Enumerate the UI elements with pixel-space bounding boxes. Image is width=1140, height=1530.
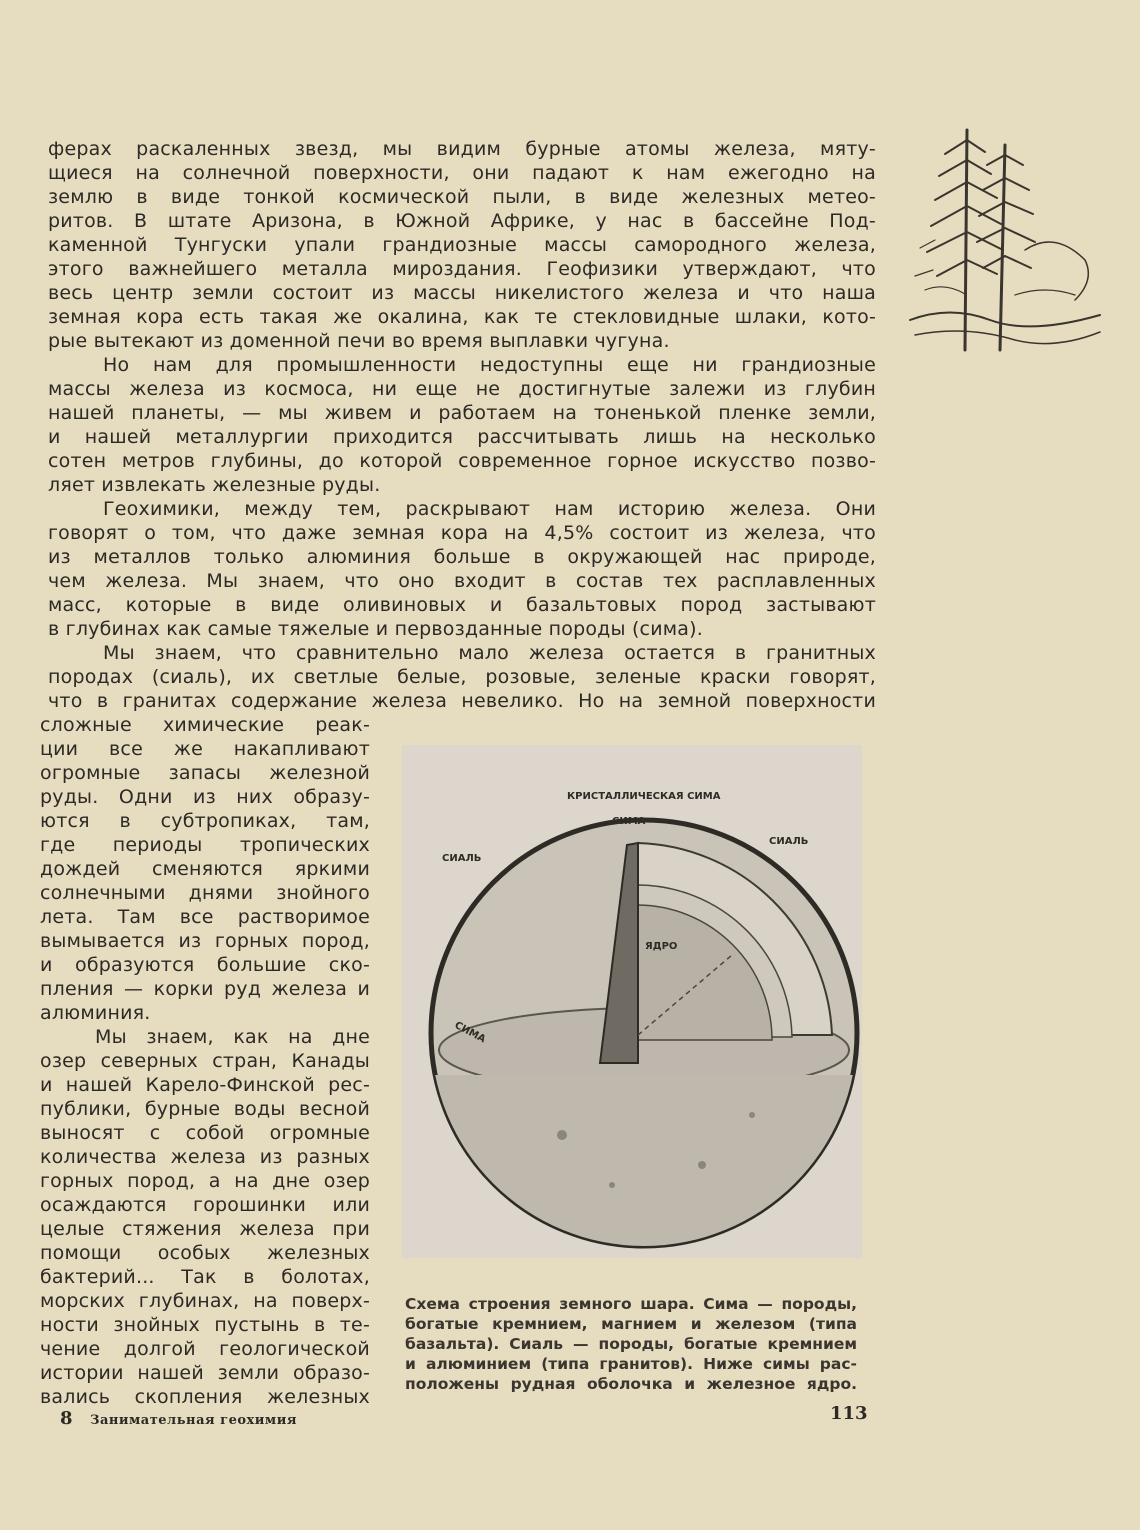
text-line: солнечными днями знойного [40,882,370,904]
text-line: весь центр земли состоит из массы никелистого железа и что наша [48,282,876,304]
tree-illustration-icon [905,120,1105,355]
text-line: чем железа. Мы знаем, что оно входит в состав тех расплавленных [48,570,876,592]
text-line: масс, которые в виде оливиновых и базальтовых пород застывают [48,594,876,616]
text-line: массы железа из космоса, ни еще не достигнутые залежи из глубин [48,378,876,400]
text-line: чение долгой геологической [40,1338,370,1360]
text-line: истории нашей земли образо- [40,1362,370,1384]
text-line: огромные запасы железной [40,762,370,784]
label-sial-right: СИАЛЬ [769,836,809,847]
text-line: Но нам для промышленности недоступны еще ни грандиозные [103,354,876,376]
text-line: щиеся на солнечной поверхности, они падают к нам ежегодно на [48,162,876,184]
text-line: и нашей Карело-Финской рес- [40,1074,370,1096]
lower-hemisphere [432,1075,862,1255]
caption-line: Схема строения земного шара. Сима — породы, [405,1295,857,1313]
text-line: породах (сиаль), их светлые белые, розовые, зеленые краски говорят, [48,666,876,688]
text-line: помощи особых железных [40,1242,370,1264]
earth-structure-figure [402,745,862,1258]
text-line: где периоды тропических [40,834,370,856]
text-line: морских глубинах, на поверх- [40,1290,370,1312]
text-line: ции все же накапливают [40,738,370,760]
text-line: сложные химические реак- [40,714,370,736]
text-line: говорят о том, что даже земная кора на 4,5% состоит из железа, что [48,522,876,544]
text-line: горных пород, а на дне озер [40,1170,370,1192]
page-number: 113 [830,1403,868,1424]
text-line: дождей сменяются яркими [40,858,370,880]
text-line: алюминия. [40,1002,151,1024]
text-line: нашей планеты, — мы живем и работаем на тоненькой пленке земли, [48,402,876,424]
signature-title: Занимательная геохимия [90,1413,297,1428]
text-line: ности знойных пустынь в те- [40,1314,370,1336]
text-line: руды. Одни из них образу- [40,786,370,808]
text-line: озер северных стран, Канады [40,1050,370,1072]
text-line: осаждаются горошинки или [40,1194,370,1216]
text-line: выносят с собой огромные [40,1122,370,1144]
text-line: ляет извлекать железные руды. [48,474,381,496]
text-line: ритов. В штате Аризона, в Южной Африке, у нас в бассейне Под- [48,210,876,232]
label-sima-bottom: СИМА [452,1019,488,1046]
text-line: Мы знаем, что сравнительно мало железа остается в гранитных [103,642,876,664]
text-line: ферах раскаленных звезд, мы видим бурные атомы железа, мяту- [48,138,876,160]
signature-footer [60,1408,297,1429]
text-line: этого важнейшего металла мироздания. Геофизики утверждают, что [48,258,876,280]
label-crystal-sima: КРИСТАЛЛИЧЕСКАЯ СИМА [567,791,721,802]
text-line: в глубинах как самые тяжелые и первозданные породы (сима). [48,618,703,640]
text-line: сотен метров глубины, до которой современное горное искусство позво- [48,450,876,472]
text-line: публики, бурные воды весной [40,1098,370,1120]
text-line: Мы знаем, как на дне [95,1026,370,1048]
text-line: рые вытекают из доменной печи во время выплавки чугуна. [48,330,670,352]
text-line: земная кора есть такая же окалина, как те стекловидные шлаки, кото- [48,306,876,328]
text-line: землю в виде тонкой космической пыли, в виде железных метео- [48,186,876,208]
text-line: количества железа из разных [40,1146,370,1168]
text-line: и образуются большие ско- [40,954,370,976]
text-line: целые стяжения железа при [40,1218,370,1240]
text-line: и нашей металлургии приходится рассчитывать лишь на несколько [48,426,876,448]
text-line: лета. Там все растворимое [40,906,370,928]
label-core: ЯДРО [645,941,678,952]
text-line: что в гранитах содержание железа невелико. Но на земной поверхности [48,690,876,712]
text-line: каменной Тунгуски упали грандиозные массы самородного железа, [48,234,876,256]
text-line: ются в субтропиках, там, [40,810,370,832]
text-line: вались скопления железных [40,1386,370,1408]
signature-number: 8 [60,1408,74,1429]
text-line: бактерий... Так в болотах, [40,1266,370,1288]
caption-line: и алюминием (типа гранитов). Ниже симы рас- [405,1355,857,1373]
caption-line: базальта). Сиаль — породы, богатые кремнием [405,1335,857,1353]
caption-line: положены рудная оболочка и железное ядро. [405,1375,857,1393]
label-sial-left: СИАЛЬ [442,853,482,864]
text-line: пления — корки руд железа и [40,978,370,1000]
text-line: вымывается из горных пород, [40,930,370,952]
earth-diagram [402,745,862,1258]
text-line: Геохимики, между тем, раскрывают нам историю железа. Они [103,498,876,520]
text-line: из металлов только алюминия больше в окружающей нас природе, [48,546,876,568]
label-sima-top: СИМА [612,816,646,827]
caption-line: богатые кремнием, магнием и железом (типа [405,1315,857,1333]
